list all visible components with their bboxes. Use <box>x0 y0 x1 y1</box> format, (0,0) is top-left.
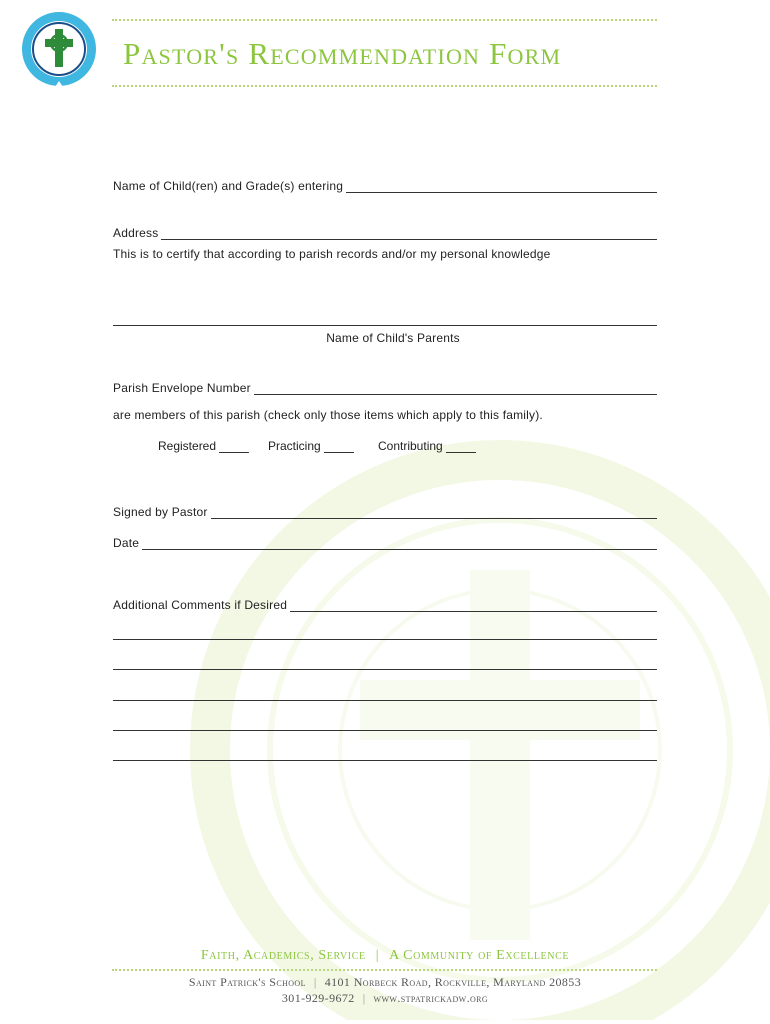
parents-line[interactable] <box>113 325 657 326</box>
parents-label: Name of Child's Parents <box>326 331 460 345</box>
footer-school: Saint Patrick's School <box>188 975 306 989</box>
footer-website[interactable]: www.stpatrickadw.org <box>373 991 489 1005</box>
address-label: Address <box>113 226 159 240</box>
practicing-blank[interactable] <box>324 440 354 453</box>
address-line[interactable] <box>161 227 657 240</box>
signed-field[interactable] <box>113 505 657 519</box>
registered-blank[interactable] <box>219 440 249 453</box>
signed-label: Signed by Pastor <box>113 505 208 519</box>
title-dotted-divider <box>112 85 657 87</box>
envelope-field[interactable] <box>113 381 657 395</box>
child-grade-field[interactable] <box>113 179 657 193</box>
contributing-blank[interactable] <box>446 440 476 453</box>
top-dotted-divider <box>112 19 657 21</box>
child-grade-line[interactable] <box>346 180 657 193</box>
certify-text: This is to certify that according to parish records and/or my personal knowledge <box>113 247 551 261</box>
date-field[interactable] <box>113 536 657 550</box>
motto-left: Faith, Academics, Service <box>200 948 366 963</box>
child-grade-label: Name of Child(ren) and Grade(s) entering <box>113 179 344 193</box>
comments-line-6[interactable] <box>113 760 657 761</box>
comments-line-4[interactable] <box>113 700 657 701</box>
footer-sep-2: | <box>362 991 366 1005</box>
practicing-check[interactable] <box>268 439 354 453</box>
date-line[interactable] <box>142 537 657 550</box>
comments-line-5[interactable] <box>113 730 657 731</box>
members-text: are members of this parish (check only those items which apply to this family). <box>113 408 543 422</box>
registered-label: Registered <box>158 439 217 453</box>
comments-label: Additional Comments if Desired <box>113 598 288 612</box>
footer-sep-1: | <box>313 975 317 989</box>
envelope-line[interactable] <box>254 382 657 395</box>
footer-contact <box>0 991 770 1006</box>
registered-check[interactable] <box>158 439 249 453</box>
footer-motto <box>0 948 770 964</box>
motto-right: A Community of Excellence <box>389 948 570 963</box>
date-label: Date <box>113 536 140 550</box>
celtic-cross-seal-icon <box>20 9 98 93</box>
envelope-label: Parish Envelope Number <box>113 381 251 395</box>
contributing-check[interactable] <box>378 439 476 453</box>
signed-line[interactable] <box>211 506 657 519</box>
motto-separator: | <box>375 948 380 963</box>
footer-address <box>0 975 770 990</box>
comments-field[interactable] <box>113 598 657 612</box>
contributing-label: Contributing <box>378 439 443 453</box>
footer-street: 4101 Norbeck Road, Rockville, Maryland 20853 <box>324 975 582 989</box>
address-field[interactable] <box>113 226 657 240</box>
footer-phone: 301-929-9672 <box>281 991 355 1005</box>
comments-line-3[interactable] <box>113 669 657 670</box>
footer-dotted-divider <box>112 969 657 971</box>
comments-line[interactable] <box>290 599 657 612</box>
page-title: Pastor's Recommendation Form <box>123 36 562 71</box>
practicing-label: Practicing <box>268 439 321 453</box>
comments-line-2[interactable] <box>113 639 657 640</box>
